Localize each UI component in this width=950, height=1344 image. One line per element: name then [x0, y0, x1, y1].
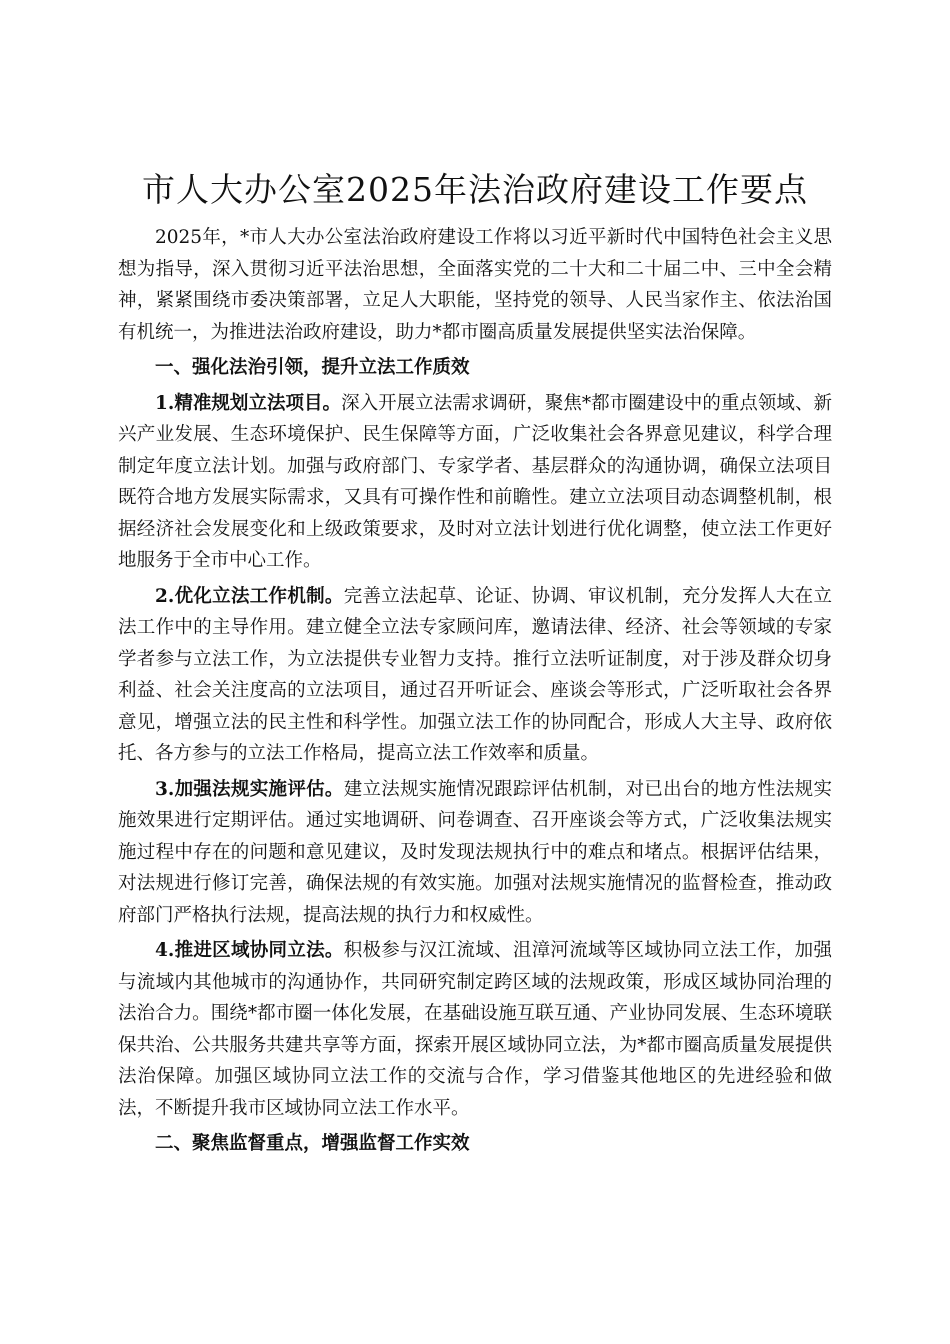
item-text: 深入开展立法需求调研，聚焦*都市圈建设中的重点领域、新兴产业发展、生态环境保护、民生保障等方面，广泛收集社会各界意见建议，科学合理制定年度立法计划。加强与政府部门、专家学者、基层群众的沟通协调，确保立法项目既符合地方发展实际需求，又具有可操作性和前瞻性。建立立法项目动态调整机制，根据经济社会发展变化和上级政策要求，及时对立法计划进行优化调整，使立法工作更好地服务于全市中心工作。: [118, 392, 832, 571]
document-page: [118, 168, 832, 1164]
item-text: 建立法规实施情况跟踪评估机制，对已出台的地方性法规实施效果进行定期评估。通过实地调研、问卷调查、召开座谈会等方式，广泛收集法规实施过程中存在的问题和意见建议，及时发现法规执行中的难点和堵点。根据评估结果，对法规进行修订完善，确保法规的有效实施。加强对法规实施情况的监督检查，推动政府部门严格执行法规，提高法规的执行力和权威性。: [118, 778, 832, 926]
item-lead: 1.精准规划立法项目。: [155, 392, 342, 414]
list-item: [118, 935, 832, 1124]
list-item: [118, 774, 832, 932]
intro-paragraph: 2025年，*市人大办公室法治政府建设工作将以习近平新时代中国特色社会主义思想为指导，深入贯彻习近平法治思想，全面落实党的二十大和二十届二中、三中全会精神，紧紧围绕市委决策部署，立足人大职能，坚持党的领导、人民当家作主、依法治国有机统一，为推进法治政府建设，助力*都市圈高质量发展提供坚实法治保障。: [118, 227, 832, 343]
list-item: [118, 581, 832, 770]
section-heading-1: 一、强化法治引领，提升立法工作质效: [155, 357, 470, 378]
item-text: 积极参与汉江流域、沮漳河流域等区域协同立法工作，加强与流域内其他城市的沟通协作，共同研究制定跨区域的法规政策，形成区域协同治理的法治合力。围绕*都市圈一体化发展，在基础设施互联互通、产业协同发展、生态环境联保共治、公共服务共建共享等方面，探索开展区域协同立法，为*都市圈高质量发展提供法治保障。加强区域协同立法工作的交流与合作，学习借鉴其他地区的先进经验和做法，不断提升我市区域协同立法工作水平。: [118, 940, 832, 1119]
list-item: [118, 388, 832, 577]
document-title: 市人大办公室2025年法治政府建设工作要点: [142, 170, 808, 209]
section-heading-2: 二、聚焦监督重点，增强监督工作实效: [155, 1133, 470, 1154]
item-lead: 4.推进区域协同立法。: [155, 940, 344, 961]
item-lead: 2.优化立法工作机制。: [155, 585, 344, 607]
item-text: 完善立法起草、论证、协调、审议机制，充分发挥人大在立法工作中的主导作用。建立健全立法专家顾问库，邀请法律、经济、社会等领域的专家学者参与立法工作，为立法提供专业智力支持。推行立法听证制度，对于涉及群众切身利益、社会关注度高的立法项目，通过召开听证会、座谈会等形式，广泛听取社会各界意见，增强立法的民主性和科学性。加强立法工作的协同配合，形成人大主导、政府依托、各方参与的立法工作格局，提高立法工作效率和质量。: [118, 585, 832, 764]
item-lead: 3.加强法规实施评估。: [155, 778, 344, 800]
